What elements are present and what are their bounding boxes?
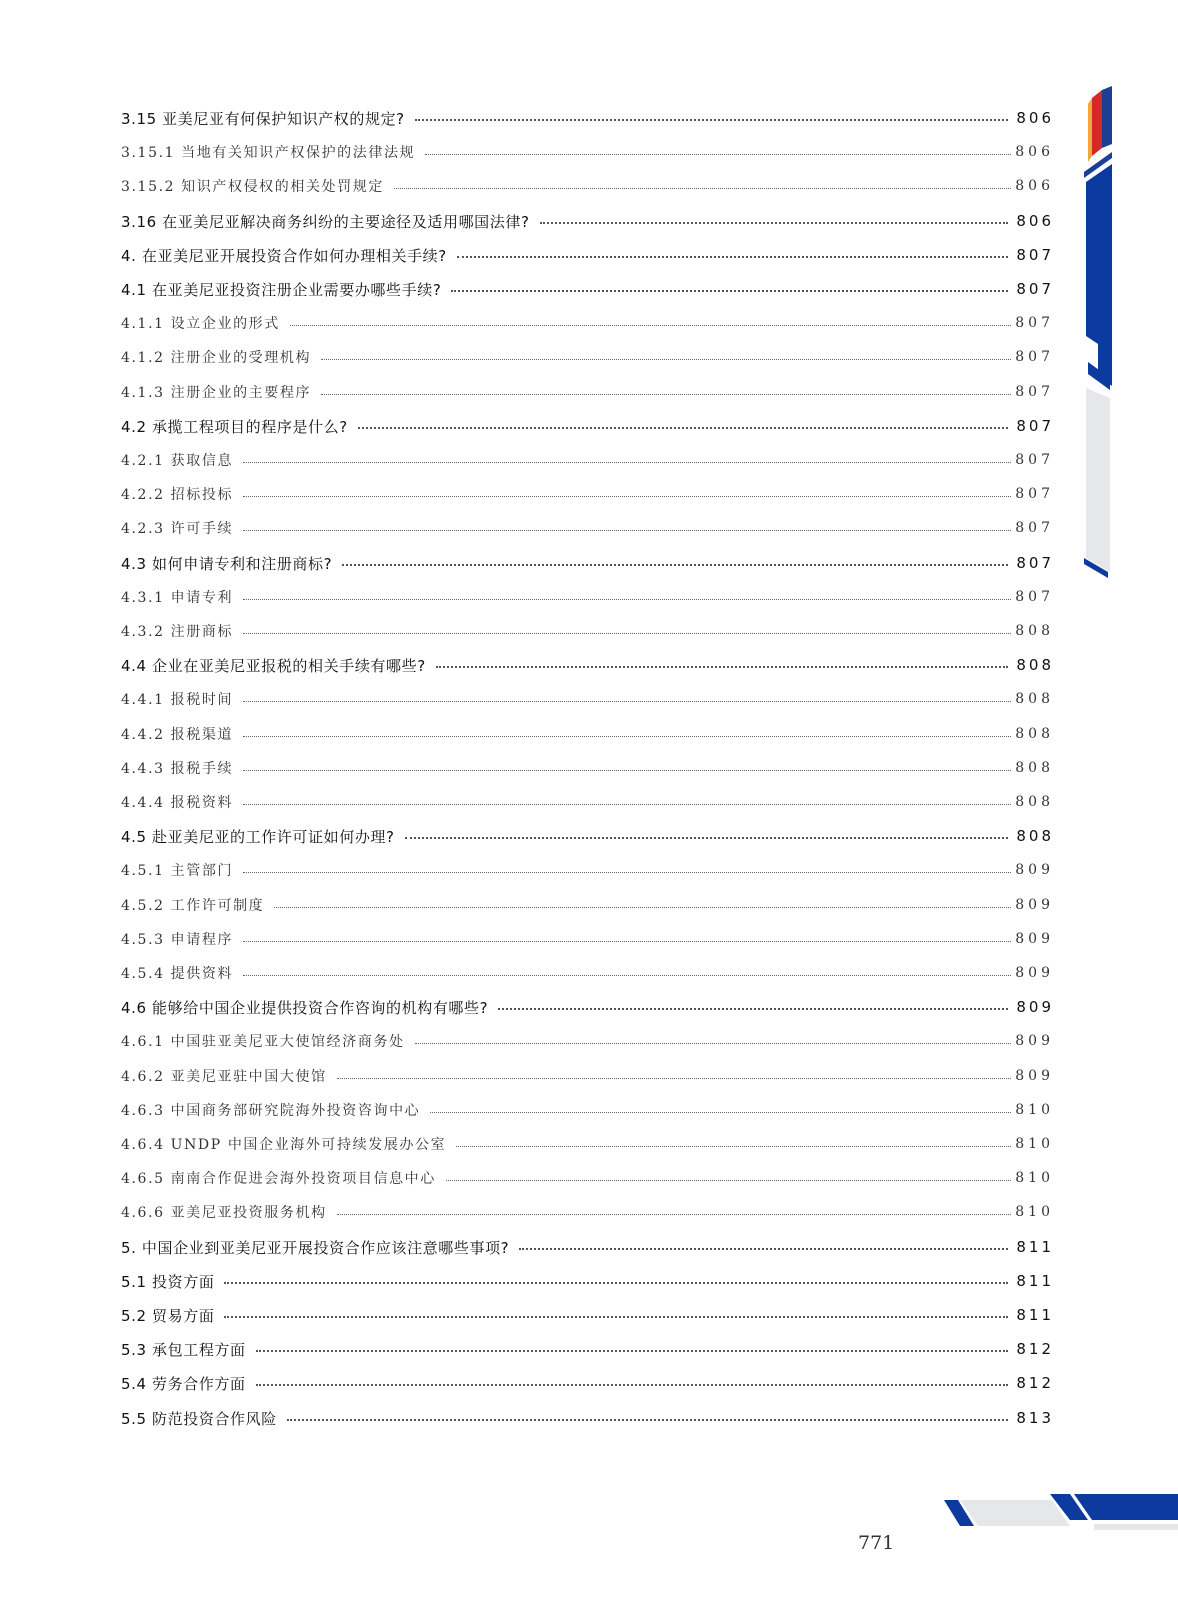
toc-entry-title: 4.1.1 设立企业的形式 — [121, 316, 280, 332]
toc-dot-leader — [243, 770, 1011, 771]
toc-entry-title: 3.15.2 知识产权侵权的相关处罚规定 — [121, 179, 384, 195]
toc-entry-page: 808 — [1015, 794, 1054, 810]
toc-entry-page: 807 — [1015, 520, 1054, 536]
toc-entry-page: 807 — [1016, 246, 1054, 264]
toc-entry-title: 4. 在亚美尼亚开展投资合作如何办理相关手续? — [121, 246, 447, 265]
toc-entry-page: 809 — [1015, 931, 1054, 947]
toc-entry[interactable] — [121, 961, 1054, 985]
flag-red-stripe — [1092, 90, 1102, 156]
flag-orange-stripe — [1088, 98, 1092, 162]
toc-entry-page: 808 — [1016, 827, 1054, 845]
toc-entry-page: 808 — [1015, 726, 1054, 742]
toc-entry[interactable] — [121, 1269, 1054, 1293]
toc-dot-leader — [256, 1384, 1009, 1386]
toc-entry-title: 5.5 防范投资合作风险 — [121, 1409, 277, 1428]
toc-entry-page: 806 — [1016, 212, 1054, 230]
toc-dot-leader — [243, 633, 1011, 634]
toc-entry[interactable] — [121, 1132, 1054, 1156]
toc-entry-page: 811 — [1016, 1272, 1054, 1290]
toc-entry-title: 4.6.5 南南合作促进会海外投资项目信息中心 — [121, 1171, 436, 1187]
toc-entry[interactable] — [121, 722, 1054, 746]
toc-entry[interactable] — [121, 1064, 1054, 1088]
toc-entry-page: 808 — [1015, 623, 1054, 639]
toc-entry[interactable] — [121, 1235, 1054, 1259]
toc-entry[interactable] — [121, 414, 1054, 438]
toc-entry-title: 4.5.3 申请程序 — [121, 932, 234, 948]
toc-entry[interactable] — [121, 1200, 1054, 1224]
toc-entry-title: 5.4 劳务合作方面 — [121, 1374, 246, 1393]
toc-entry-page: 807 — [1016, 554, 1054, 572]
toc-dot-leader — [243, 736, 1011, 737]
toc-entry[interactable] — [121, 893, 1054, 917]
toc-entry[interactable] — [121, 174, 1054, 198]
toc-entry-page: 811 — [1016, 1306, 1054, 1324]
toc-entry-title: 4.4.2 报税渠道 — [121, 727, 234, 743]
toc-dot-leader — [415, 119, 1009, 121]
toc-entry[interactable] — [121, 1303, 1054, 1327]
toc-entry-page: 810 — [1015, 1204, 1054, 1220]
toc-entry[interactable] — [121, 311, 1054, 335]
toc-entry-page: 809 — [1015, 1033, 1054, 1049]
toc-entry-page: 809 — [1016, 998, 1054, 1016]
toc-entry[interactable] — [121, 858, 1054, 882]
footer-blue-band — [1074, 1494, 1178, 1520]
toc-entry[interactable] — [121, 824, 1054, 848]
toc-dot-leader — [224, 1282, 1008, 1284]
toc-entry[interactable] — [121, 140, 1054, 164]
toc-entry[interactable] — [121, 106, 1054, 130]
toc-entry[interactable] — [121, 756, 1054, 780]
toc-entry-title: 4.4 企业在亚美尼亚报税的相关手续有哪些? — [121, 656, 426, 675]
toc-entry-title: 4.1 在亚美尼亚投资注册企业需要办哪些手续? — [121, 280, 442, 299]
toc-entry-title: 4.6.2 亚美尼亚驻中国大使馆 — [121, 1069, 327, 1085]
toc-entry-page: 809 — [1015, 965, 1054, 981]
toc-dot-leader — [519, 1248, 1008, 1250]
toc-entry-page: 808 — [1016, 656, 1054, 674]
toc-entry-title: 4.5 赴亚美尼亚的工作许可证如何办理? — [121, 827, 395, 846]
toc-dot-leader — [321, 359, 1011, 360]
toc-entry-page: 806 — [1015, 144, 1054, 160]
toc-dot-leader — [274, 907, 1011, 908]
toc-entry-title: 4.5.4 提供资料 — [121, 966, 234, 982]
toc-dot-leader — [224, 1316, 1008, 1318]
toc-entry-title: 4.3.2 注册商标 — [121, 624, 234, 640]
toc-dot-leader — [243, 462, 1011, 463]
toc-dot-leader — [405, 837, 1009, 839]
toc-entry-page: 809 — [1015, 1068, 1054, 1084]
toc-entry-page: 812 — [1016, 1340, 1054, 1358]
toc-entry[interactable] — [121, 1166, 1054, 1190]
toc-entry-title: 4.3 如何申请专利和注册商标? — [121, 554, 333, 573]
toc-entry[interactable] — [121, 1406, 1054, 1430]
toc-entry-page: 808 — [1015, 760, 1054, 776]
toc-dot-leader — [430, 1112, 1011, 1113]
toc-entry-title: 4.2 承揽工程项目的程序是什么? — [121, 417, 348, 436]
toc-entry-title: 4.6.4 UNDP 中国企业海外可持续发展办公室 — [121, 1137, 447, 1153]
toc-entry-page: 809 — [1015, 862, 1054, 878]
toc-entry[interactable] — [121, 448, 1054, 472]
toc-entry-title: 4.2.2 招标投标 — [121, 487, 234, 503]
toc-entry-page: 810 — [1015, 1136, 1054, 1152]
blue-side-block — [1086, 164, 1112, 386]
footer-gray — [960, 1500, 1070, 1526]
toc-dot-leader — [415, 1043, 1012, 1044]
toc-entry-title: 4.6.6 亚美尼亚投资服务机构 — [121, 1205, 327, 1221]
toc-dot-leader — [358, 427, 1009, 429]
toc-entry-title: 4.6 能够给中国企业提供投资合作咨询的机构有哪些? — [121, 998, 489, 1017]
toc-entry-page: 807 — [1015, 349, 1054, 365]
toc-dot-leader — [243, 804, 1011, 805]
toc-entry[interactable] — [121, 277, 1054, 301]
toc-entry-title: 3.15 亚美尼亚有何保护知识产权的规定? — [121, 109, 405, 128]
toc-dot-leader — [451, 290, 1008, 292]
toc-dot-leader — [243, 496, 1011, 497]
page-number: 771 — [858, 1532, 895, 1554]
toc-entry-title: 4.2.3 许可手续 — [121, 521, 234, 537]
toc-entry-title: 4.5.2 工作许可制度 — [121, 898, 265, 914]
toc-dot-leader — [243, 872, 1011, 873]
toc-entry-title: 5. 中国企业到亚美尼亚开展投资合作应该注意哪些事项? — [121, 1238, 510, 1257]
footer-gray-line — [1094, 1524, 1178, 1530]
toc-dot-leader — [321, 394, 1011, 395]
toc-entry[interactable] — [121, 1337, 1054, 1361]
toc-entry-page: 807 — [1015, 589, 1054, 605]
toc-entry-page: 807 — [1015, 315, 1054, 331]
toc-dot-leader — [394, 188, 1011, 189]
toc-entry-title: 4.4.1 报税时间 — [121, 692, 234, 708]
toc-entry-page: 812 — [1016, 1374, 1054, 1392]
toc-entry[interactable] — [121, 619, 1054, 643]
toc-entry-title: 3.16 在亚美尼亚解决商务纠纷的主要途径及适用哪国法律? — [121, 212, 530, 231]
toc-entry-title: 4.5.1 主管部门 — [121, 863, 234, 879]
toc-dot-leader — [243, 701, 1011, 702]
toc-entry-title: 4.6.1 中国驻亚美尼亚大使馆经济商务处 — [121, 1034, 405, 1050]
toc-dot-leader — [456, 1146, 1011, 1147]
toc-dot-leader — [498, 1008, 1008, 1010]
toc-entry[interactable] — [121, 243, 1054, 267]
toc-entry[interactable] — [121, 380, 1054, 404]
toc-dot-leader — [243, 975, 1011, 976]
toc-entry-page: 807 — [1016, 417, 1054, 435]
toc-entry-page: 810 — [1015, 1102, 1054, 1118]
toc-entry-title: 5.3 承包工程方面 — [121, 1340, 246, 1359]
toc-dot-leader — [425, 154, 1011, 155]
toc-dot-leader — [287, 1419, 1009, 1421]
toc-entry-page: 808 — [1015, 691, 1054, 707]
decorative-footer-stripes — [944, 1490, 1178, 1540]
toc-entry-title: 5.1 投资方面 — [121, 1272, 215, 1291]
toc-entry[interactable] — [121, 995, 1054, 1019]
toc-entry[interactable] — [121, 585, 1054, 609]
toc-entry-title: 4.3.1 申请专利 — [121, 590, 234, 606]
toc-entry[interactable] — [121, 687, 1054, 711]
toc-entry[interactable] — [121, 927, 1054, 951]
toc-entry[interactable] — [121, 1371, 1054, 1395]
toc-entry[interactable] — [121, 345, 1054, 369]
toc-entry[interactable] — [121, 653, 1054, 677]
toc-dot-leader — [446, 1180, 1011, 1181]
toc-entry-title: 5.2 贸易方面 — [121, 1306, 215, 1325]
toc-entry-page: 807 — [1015, 452, 1054, 468]
toc-entry[interactable] — [121, 482, 1054, 506]
toc-entry-title: 4.1.2 注册企业的受理机构 — [121, 350, 312, 366]
flag-blue-stripe — [1102, 86, 1112, 148]
toc-entry-title: 4.4.4 报税资料 — [121, 795, 234, 811]
toc-entry-page: 809 — [1015, 897, 1054, 913]
toc-entry-title: 3.15.1 当地有关知识产权保护的法律法规 — [121, 145, 416, 161]
toc-entry-page: 811 — [1016, 1238, 1054, 1256]
toc-dot-leader — [337, 1214, 1012, 1215]
toc-entry-title: 4.2.1 获取信息 — [121, 453, 234, 469]
toc-entry-page: 806 — [1016, 109, 1054, 127]
toc-entry[interactable] — [121, 209, 1054, 233]
toc-entry-page: 807 — [1015, 486, 1054, 502]
toc-entry[interactable] — [121, 790, 1054, 814]
toc-dot-leader — [436, 666, 1009, 668]
toc-entry[interactable] — [121, 516, 1054, 540]
decorative-side-stripes — [1078, 86, 1118, 586]
toc-entry[interactable] — [121, 551, 1054, 575]
toc-dot-leader — [457, 256, 1009, 258]
toc-entry-page: 807 — [1015, 384, 1054, 400]
toc-entry-page: 813 — [1016, 1409, 1054, 1427]
toc-dot-leader — [243, 530, 1011, 531]
toc-entry-page: 807 — [1016, 280, 1054, 298]
toc-entry-title: 4.4.3 报税手续 — [121, 761, 234, 777]
toc-dot-leader — [342, 564, 1008, 566]
toc-entry[interactable] — [121, 1098, 1054, 1122]
toc-entry-title: 4.6.3 中国商务部研究院海外投资咨询中心 — [121, 1103, 421, 1119]
toc-dot-leader — [256, 1350, 1009, 1352]
toc-dot-leader — [243, 941, 1011, 942]
toc-entry-title: 4.1.3 注册企业的主要程序 — [121, 385, 312, 401]
toc-entry-page: 810 — [1015, 1170, 1054, 1186]
toc-entry[interactable] — [121, 1029, 1054, 1053]
toc-dot-leader — [243, 599, 1011, 600]
toc-dot-leader — [337, 1078, 1012, 1079]
toc-dot-leader — [540, 222, 1009, 224]
toc-dot-leader — [290, 325, 1011, 326]
gray-side-block — [1086, 388, 1110, 572]
toc-entry-page: 806 — [1015, 178, 1054, 194]
